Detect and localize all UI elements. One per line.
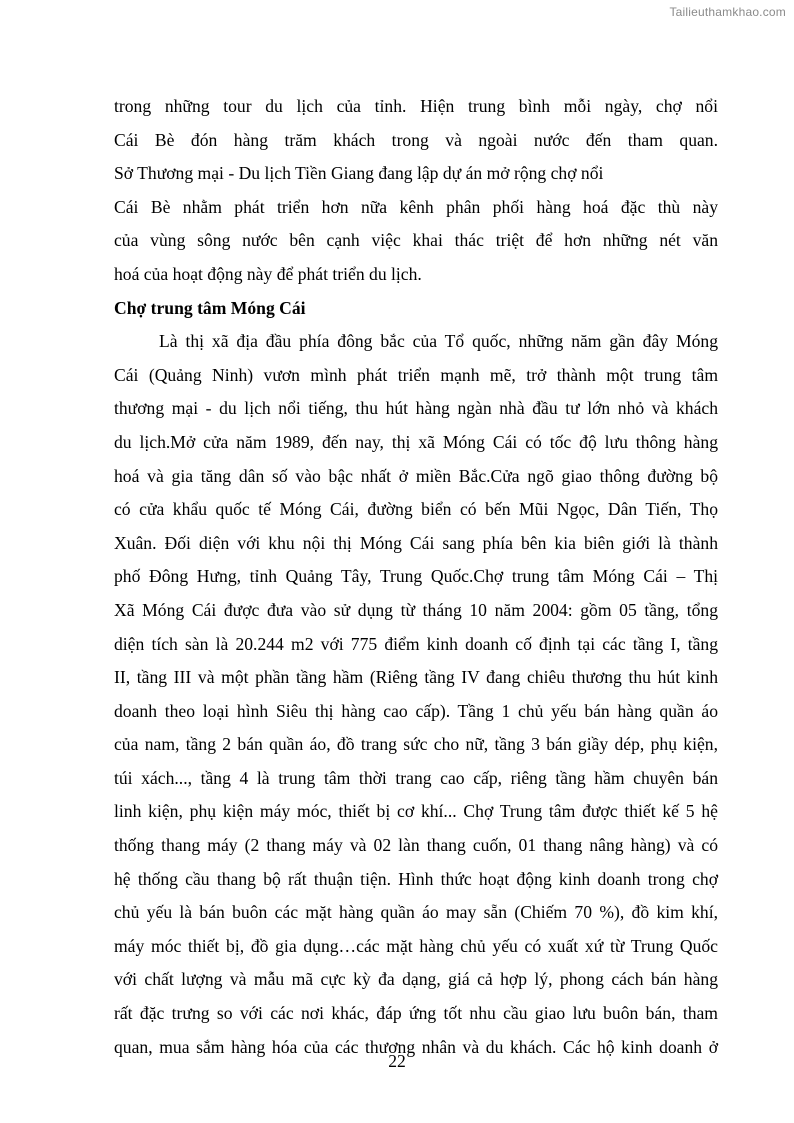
text-line: thương mại - du lịch nổi tiếng, thu hút hàng ngàn nhà đầu tư lớn nhỏ và khách [114, 398, 718, 419]
text-line: Cái Bè nhằm phát triển hơn nữa kênh phân phối hàng hoá đặc thù này [114, 196, 718, 217]
page-number: 22 [388, 1051, 406, 1071]
paragraph-2 [114, 325, 718, 1064]
text-line: có cửa khẩu quốc tế Móng Cái, đường biển có bến Mũi Ngọc, Dân Tiến, Thọ [114, 499, 718, 520]
text-line: với chất lượng và mẫu mã cực kỳ đa dạng, giá cả hợp lý, phong cách bán hàng [114, 969, 718, 990]
text-line: doanh theo loại hình Siêu thị hàng cao cấp). Tầng 1 chủ yếu bán hàng quần áo [114, 700, 718, 721]
text-line: Là thị xã địa đầu phía đông bắc của Tổ quốc, những năm gần đây Móng [159, 331, 718, 352]
text-line: thống thang máy (2 thang máy và 02 làn thang cuốn, 01 thang nâng hàng) và có [114, 835, 718, 856]
text-line: linh kiện, phụ kiện máy móc, thiết bị cơ khí... Chợ Trung tâm được thiết kế 5 hệ [114, 801, 718, 822]
text-line: Sở Thương mại - Du lịch Tiền Giang đang lập dự án mở rộng chợ nổi [114, 163, 604, 184]
text-line: hoá và gia tăng dân số vào bậc nhất ở miền Bắc.Cửa ngõ giao thông đường bộ [114, 465, 718, 486]
text-line: Cái (Quảng Ninh) vươn mình phát triển mạnh mẽ, trở thành một trung tâm [114, 364, 718, 385]
text-line: du lịch.Mở cửa năm 1989, đến nay, thị xã Móng Cái có tốc độ lưu thông hàng [114, 431, 718, 452]
text-line: Xuân. Đối diện với khu nội thị Móng Cái sang phía bên kia biên giới là thành [114, 532, 718, 553]
text-line: hoá của hoạt động này để phát triển du lịch. [114, 263, 422, 284]
section-heading: Chợ trung tâm Móng Cái [114, 297, 306, 318]
text-line: phố Đông Hưng, tỉnh Quảng Tây, Trung Quốc.Chợ trung tâm Móng Cái – Thị [114, 566, 718, 587]
text-line: Xã Móng Cái được đưa vào sử dụng từ tháng 10 năm 2004: gồm 05 tầng, tổng [114, 599, 718, 620]
text-line: II, tầng III và một phần tầng hầm (Riêng tầng IV đang chiêu thương thu hút kinh [114, 667, 718, 688]
text-line: túi xách..., tầng 4 là trung tâm thời trang cao cấp, riêng tầng hầm chuyên bán [114, 767, 718, 788]
text-line: của vùng sông nước bên cạnh việc khai thác triệt để hơn những nét văn [114, 230, 718, 251]
text-line: Cái Bè đón hàng trăm khách trong và ngoài nước đến tham quan. [114, 129, 718, 150]
text-line: quan, mua sắm hàng hóa của các thương nhân và du khách. Các hộ kinh doanh ở [114, 1036, 718, 1057]
paragraph-1 [114, 90, 718, 292]
text-line: trong những tour du lịch của tỉnh. Hiện trung bình mỗi ngày, chợ nổi [114, 96, 718, 116]
watermark-text: Tailieuthamkhao.com [669, 5, 786, 19]
text-line: máy móc thiết bị, đồ gia dụng…các mặt hàng chủ yếu có xuất xứ từ Trung Quốc [114, 935, 718, 956]
text-line: rất đặc trưng so với các nơi khác, đáp ứng tốt nhu cầu giao lưu buôn bán, tham [114, 1003, 718, 1024]
text-line: chủ yếu là bán buôn các mặt hàng quần áo may sẵn (Chiếm 70 %), đồ kim khí, [114, 902, 718, 923]
text-line: hệ thống cầu thang bộ rất thuận tiện. Hình thức hoạt động kinh doanh trong chợ [114, 868, 718, 889]
document-body [114, 90, 718, 1064]
text-line: của nam, tầng 2 bán quần áo, đồ trang sức cho nữ, tầng 3 bán giầy dép, phụ kiện, [114, 734, 718, 755]
text-line: diện tích sàn là 20.244 m2 với 775 điểm kinh doanh cố định tại các tầng I, tầng [114, 633, 718, 654]
